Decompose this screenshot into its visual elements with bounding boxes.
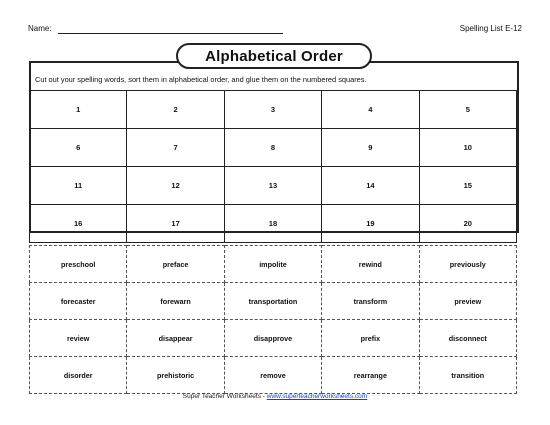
word-card: preface [127,246,224,283]
word-row [30,357,517,394]
word-card: disappear [127,320,224,357]
word-card: prefix [322,320,419,357]
numbered-square: 17 [127,205,224,243]
numbered-square: 8 [224,129,321,167]
word-card: prehistoric [127,357,224,394]
word-row [30,283,517,320]
numbered-square: 3 [224,91,321,129]
spelling-list-label: Spelling List E-12 [459,24,522,33]
numbered-square: 4 [322,91,419,129]
word-row [30,246,517,283]
numbered-squares-grid [29,90,517,243]
word-card: forecaster [30,283,127,320]
numbered-square: 5 [419,91,516,129]
word-card: preschool [30,246,127,283]
squares-row [30,129,517,167]
squares-row [30,205,517,243]
word-card: impolite [224,246,321,283]
numbered-square: 10 [419,129,516,167]
name-label: Name: [28,24,52,33]
word-row [30,320,517,357]
word-card: remove [224,357,321,394]
numbered-square: 15 [419,167,516,205]
numbered-square: 14 [322,167,419,205]
numbered-square: 9 [322,129,419,167]
word-card: disorder [30,357,127,394]
page-title: Alphabetical Order [176,43,372,69]
footer-text: Super Teacher Worksheets - [182,393,267,400]
word-card: forewarn [127,283,224,320]
numbered-square: 6 [30,129,127,167]
squares-row [30,91,517,129]
numbered-square: 1 [30,91,127,129]
word-card: rearrange [322,357,419,394]
word-card: disconnect [419,320,516,357]
numbered-square: 16 [30,205,127,243]
word-card: review [30,320,127,357]
word-card: rewind [322,246,419,283]
footer [0,393,550,400]
word-card: previously [419,246,516,283]
numbered-square: 20 [419,205,516,243]
instructions-text: Cut out your spelling words, sort them in alphabetical order, and glue them on the numbered squares. [35,75,367,84]
word-card: transportation [224,283,321,320]
numbered-square: 18 [224,205,321,243]
numbered-square: 11 [30,167,127,205]
numbered-square: 2 [127,91,224,129]
word-card: transition [419,357,516,394]
squares-row [30,167,517,205]
name-write-line [58,33,283,34]
word-card: preview [419,283,516,320]
word-card: transform [322,283,419,320]
numbered-square: 13 [224,167,321,205]
numbered-square: 19 [322,205,419,243]
word-card: disapprove [224,320,321,357]
worksheet-header [28,22,522,36]
cut-out-word-cards [29,245,517,394]
numbered-square: 12 [127,167,224,205]
numbered-square: 7 [127,129,224,167]
footer-link[interactable]: www.superteacherworksheets.com [266,393,368,400]
